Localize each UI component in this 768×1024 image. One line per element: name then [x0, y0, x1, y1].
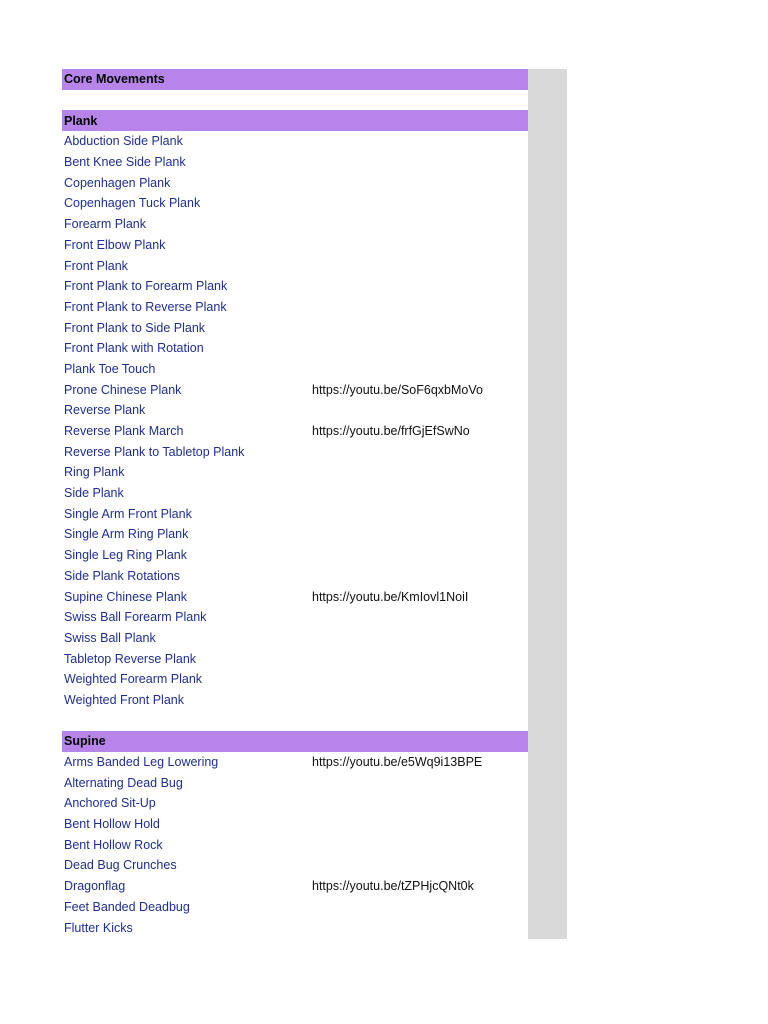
exercise-name: Bent Hollow Hold [64, 817, 160, 832]
video-link[interactable]: https://youtu.be/tZPHjcQNt0k [312, 879, 474, 894]
exercise-name: Dragonflag [64, 879, 126, 894]
exercise-name: Plank Toe Touch [64, 361, 156, 376]
exercise-row [62, 276, 528, 297]
exercise-name: Bent Hollow Rock [64, 837, 163, 852]
exercise-row [62, 669, 528, 690]
exercise-row [62, 752, 528, 773]
exercise-row [62, 566, 528, 587]
exercise-row [62, 152, 528, 173]
exercise-row [62, 131, 528, 152]
exercise-name: Arms Banded Leg Lowering [64, 755, 219, 770]
exercise-name: Front Plank to Forearm Plank [64, 279, 228, 294]
exercise-name: Swiss Ball Plank [64, 630, 156, 645]
exercise-name: Weighted Forearm Plank [64, 672, 203, 687]
exercise-row [62, 338, 528, 359]
exercise-row [62, 855, 528, 876]
exercise-row [62, 421, 528, 442]
exercise-name: Weighted Front Plank [64, 692, 184, 707]
exercise-row [62, 772, 528, 793]
exercise-row [62, 876, 528, 897]
exercise-name: Alternating Dead Bug [64, 775, 183, 790]
exercise-name: Single Arm Ring Plank [64, 527, 189, 542]
section-heading: Supine [62, 731, 528, 752]
video-link[interactable]: https://youtu.be/KmIovl1NoiI [312, 589, 469, 604]
exercise-name: Copenhagen Tuck Plank [64, 196, 201, 211]
video-link[interactable]: https://youtu.be/SoF6qxbMoVo [312, 382, 483, 397]
exercise-name: Front Elbow Plank [64, 237, 166, 252]
exercise-name: Anchored Sit-Up [64, 796, 156, 811]
video-link[interactable]: https://youtu.be/e5Wq9i13BPE [312, 755, 483, 770]
exercise-row [62, 483, 528, 504]
exercise-row [62, 897, 528, 918]
exercise-name: Reverse Plank March [64, 424, 184, 439]
exercise-name: Copenhagen Plank [64, 175, 171, 190]
exercise-name: Front Plank with Rotation [64, 341, 204, 356]
exercise-row [62, 607, 528, 628]
exercise-name: Prone Chinese Plank [64, 382, 182, 397]
exercise-name: Reverse Plank to Tabletop Plank [64, 444, 245, 459]
exercise-row [62, 172, 528, 193]
exercise-row [62, 545, 528, 566]
section-heading: Plank [62, 110, 528, 131]
exercise-row [62, 235, 528, 256]
exercise-row [62, 441, 528, 462]
exercise-name: Front Plank to Side Plank [64, 320, 206, 335]
exercise-name: Front Plank [64, 258, 128, 273]
exercise-name: Feet Banded Deadbug [64, 899, 190, 914]
blank-row [62, 90, 567, 111]
exercise-row [62, 793, 528, 814]
exercise-row [62, 400, 528, 421]
exercise-row [62, 297, 528, 318]
exercise-row [62, 193, 528, 214]
exercise-row [62, 214, 528, 235]
exercise-row [62, 690, 528, 711]
exercise-name: Abduction Side Plank [64, 134, 183, 149]
exercise-name: Side Plank [64, 486, 124, 501]
exercise-row [62, 834, 528, 855]
exercise-name: Front Plank to Reverse Plank [64, 299, 227, 314]
sheet-title: Core Movements [62, 69, 528, 90]
exercise-name: Single Leg Ring Plank [64, 548, 187, 563]
exercise-name: Bent Knee Side Plank [64, 155, 186, 170]
exercise-row [62, 628, 528, 649]
exercise-row [62, 255, 528, 276]
exercise-row [62, 359, 528, 380]
exercise-name: Side Plank Rotations [64, 568, 181, 583]
sections-container [62, 110, 567, 938]
blank-row [62, 710, 567, 731]
exercise-name: Ring Plank [64, 465, 125, 480]
exercise-row [62, 586, 528, 607]
exercise-name: Swiss Ball Forearm Plank [64, 610, 207, 625]
exercise-name: Dead Bug Crunches [64, 858, 177, 873]
exercise-row [62, 503, 528, 524]
exercise-row [62, 462, 528, 483]
exercise-sheet [62, 69, 567, 938]
exercise-name: Reverse Plank [64, 403, 146, 418]
exercise-row [62, 379, 528, 400]
exercise-row [62, 648, 528, 669]
exercise-row [62, 814, 528, 835]
video-link[interactable]: https://youtu.be/frfGjEfSwNo [312, 424, 470, 439]
exercise-name: Tabletop Reverse Plank [64, 651, 197, 666]
exercise-name: Flutter Kicks [64, 920, 133, 935]
exercise-row [62, 317, 528, 338]
exercise-name: Supine Chinese Plank [64, 589, 187, 604]
exercise-row [62, 524, 528, 545]
exercise-name: Forearm Plank [64, 217, 146, 232]
exercise-name: Single Arm Front Plank [64, 506, 192, 521]
exercise-row [62, 917, 528, 938]
